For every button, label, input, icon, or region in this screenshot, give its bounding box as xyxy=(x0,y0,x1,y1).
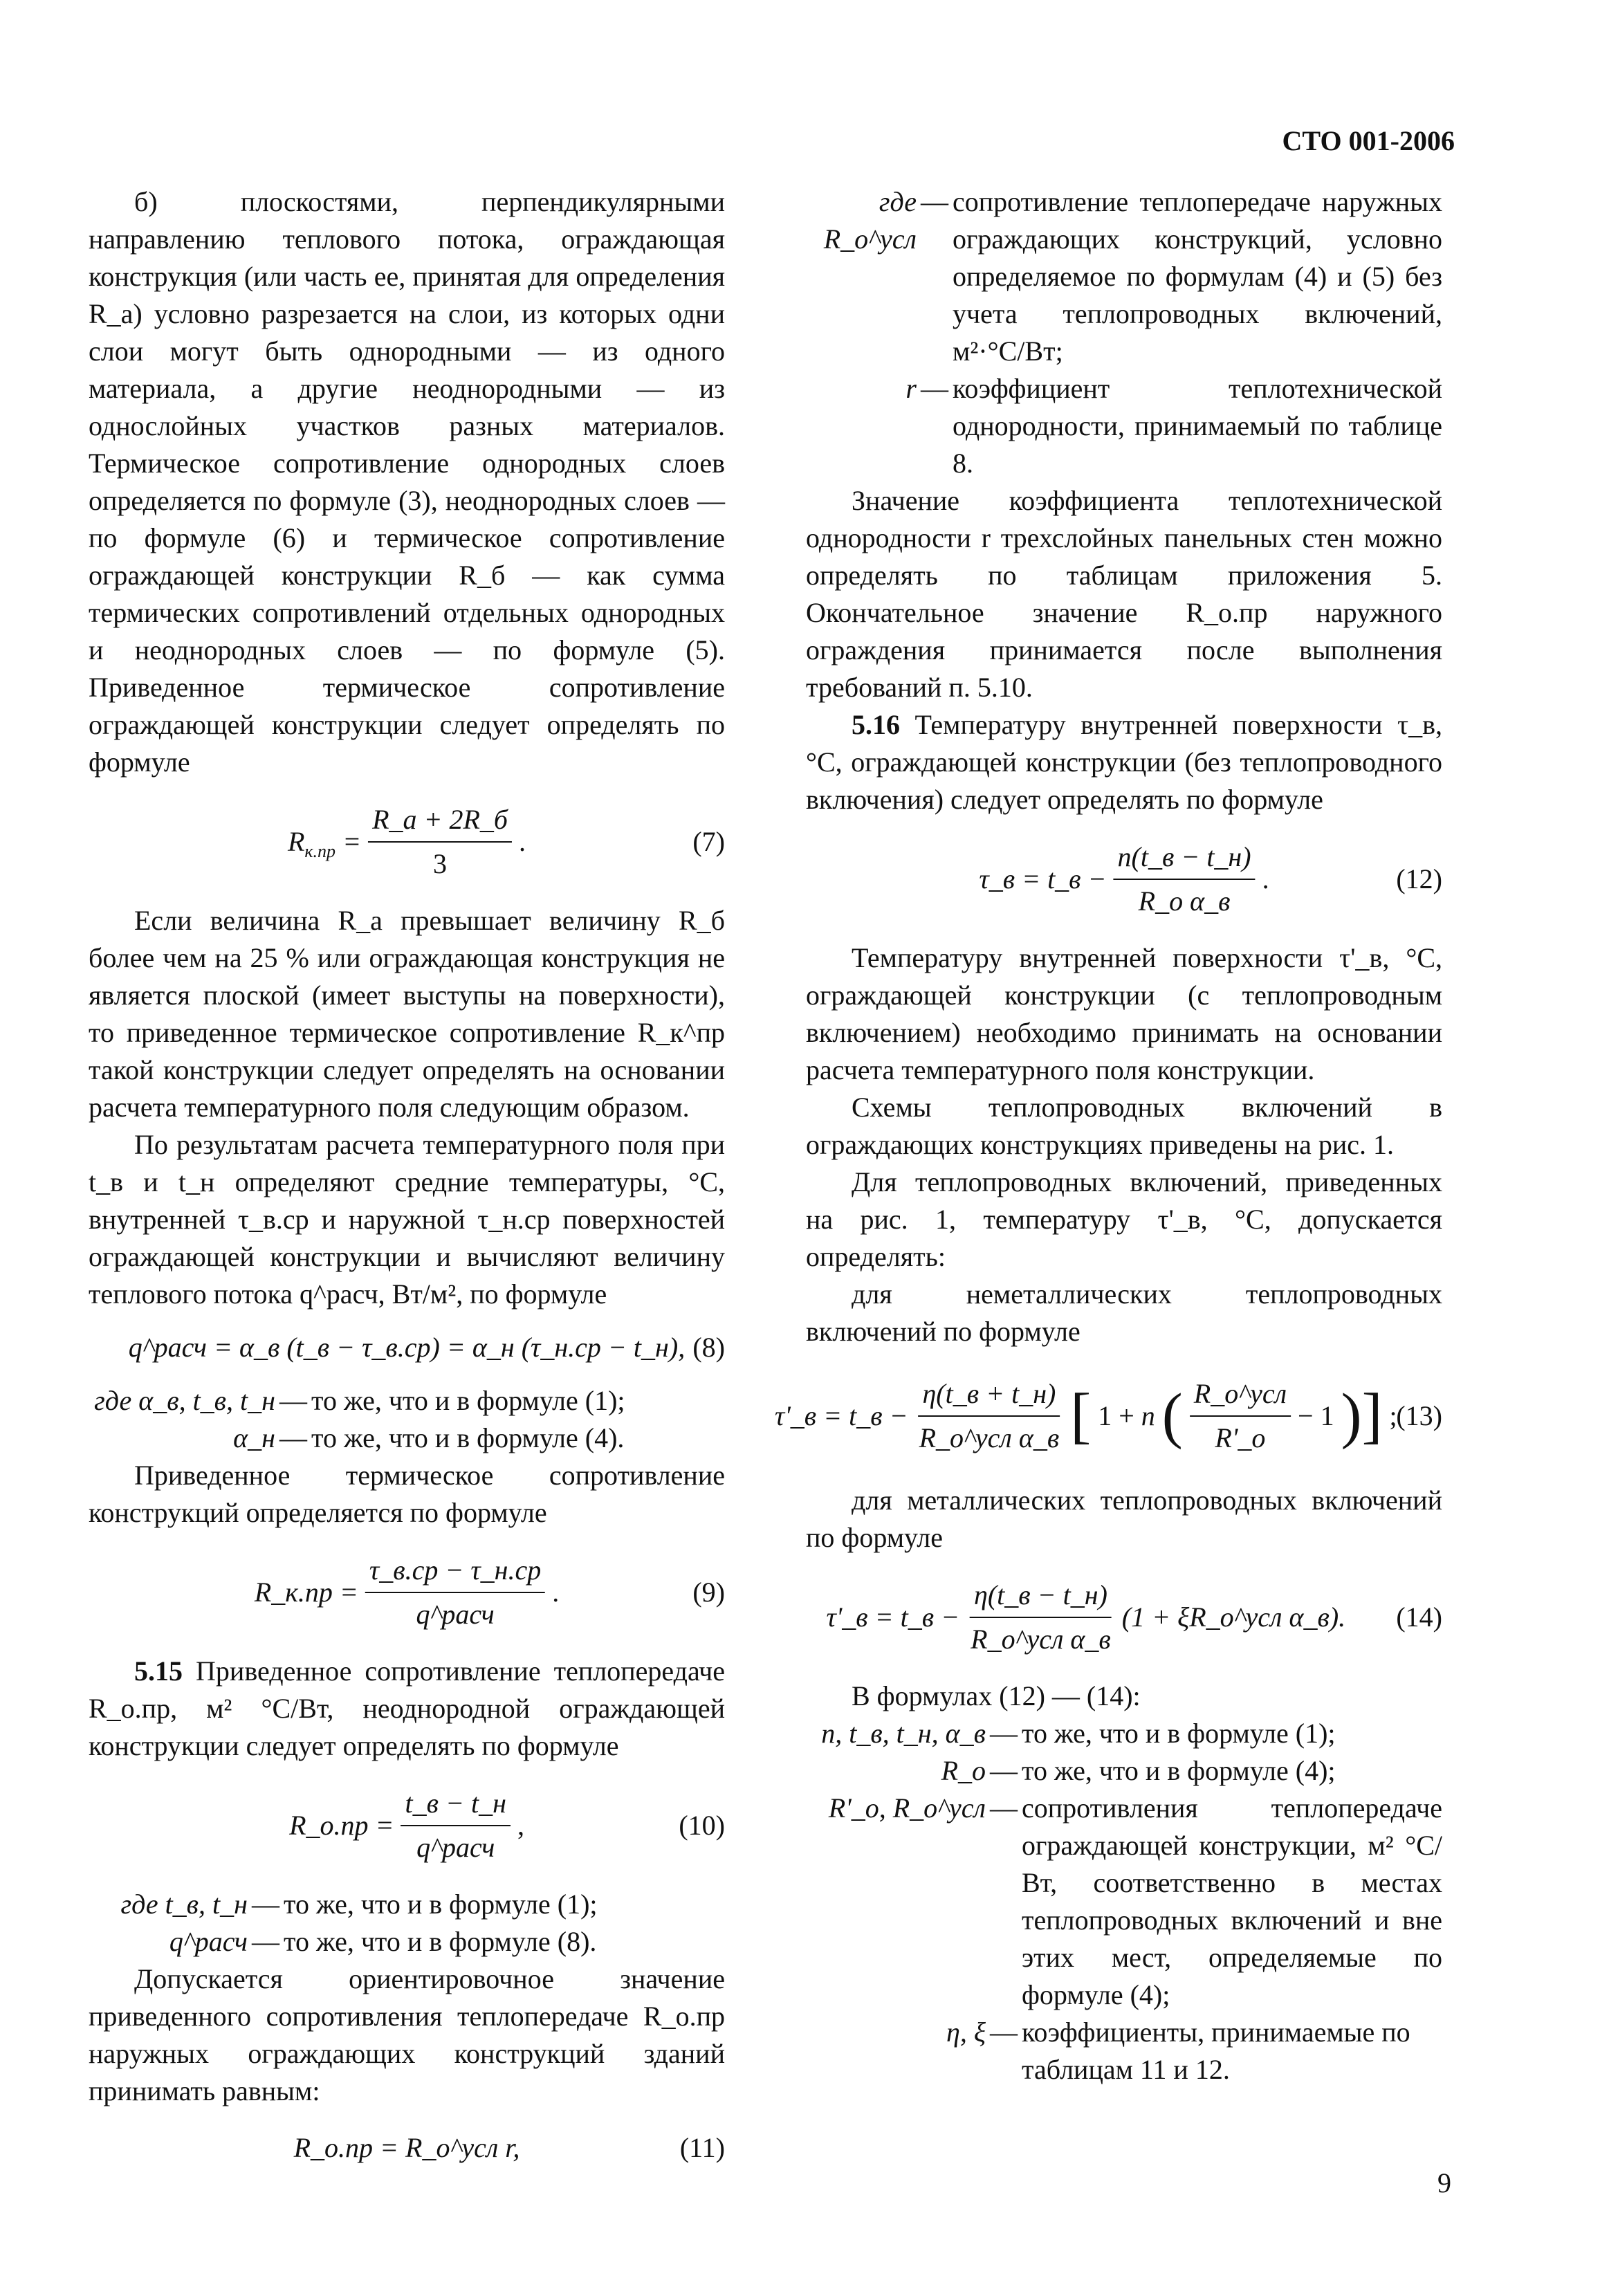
formula-11-expression: R_о.пр = R_о^усл r, xyxy=(293,2132,520,2163)
formula-10-numerator: t_в − t_н xyxy=(401,1785,511,1826)
legend-text: коэффициент теплотехнической однородности, принимаемый по таблице 8. xyxy=(953,373,1442,479)
paragraph-in-formulas: В формулах (12) — (14): xyxy=(852,1680,1141,1711)
legend-formula-11: где R_о^усл — сопротивление теплопередаче наружных ограждающих конструкций, условно определяемое по формулам (4) и (5) без учета теплопроводных включений, м²·°С/Вт; r — коэффициент теплотехнической однородности, принимаемый по таблице 8. xyxy=(806,183,1442,482)
formula-10-number: (10) xyxy=(679,1809,725,1841)
legend-text: то же, что и в формуле (1); xyxy=(1022,1718,1336,1749)
formula-13-number: (13) xyxy=(1396,1400,1442,1431)
paragraph-approximate-value: Допускается ориентировочное значение приведенного сопротивления теплопередаче R_о.пр наружных ограждающих конструкций зданий принимать равным: xyxy=(89,1963,725,2106)
formula-10-denominator: q^расч xyxy=(416,1831,495,1863)
paragraph-metallic: для металлических теплопроводных включений по формуле xyxy=(806,1485,1442,1553)
section-number-5-16: 5.16 xyxy=(852,709,900,740)
legend-formulas-12-14: n, t_в, t_н, α_в — то же, что и в формуле (1); R_о — то же, что и в формуле (4); R'_о, R_о^усл — сопротивления теплопередаче ограждающей конструкции, м² °С/Вт, соответственно в местах теплопроводных включений и вне этих мест, определяемые по формуле (4); η, ξ — коэффициенты, принимаемые по таблицам 11 и 12. xyxy=(806,1715,1442,2088)
formula-10-lhs: R_о.пр = xyxy=(289,1809,394,1841)
paragraph-inner-surface-with-inclusion: Температуру внутренней поверхности τ'_в, °С, ограждающей конструкции (с теплопроводным включением) необходимо принимать на основании расчета температурного поля конструкции. xyxy=(806,942,1442,1085)
legend-symbol: где R_о^усл xyxy=(823,186,917,255)
paragraph-b-planes: б) плоскостями, перпендикулярными направлению теплового потока, ограждающая конструкция (или часть ее, принятая для определения R_а) условно разрезается на слои, из которых одни слои могут быть однородными — из одного материала, а другие неоднородными — из однослойных участков разных материалов. Термическое сопротивление однородных слоев определяется по формуле (3), неоднородных слоев — по формуле (6) и термическое сопротивление ограждающей конструкции R_б — как сумма термических сопротивлений отдельных однородных и неоднородных слоев — по формуле (5). Приведенное термическое сопротивление ограждающей конструкции следует определять по формуле xyxy=(89,186,725,778)
formula-8-number: (8) xyxy=(692,1332,725,1363)
formula-13-denominator: R_о^усл α_в xyxy=(919,1422,1060,1453)
legend-symbol: q^расч xyxy=(169,1926,248,1957)
formula-8 xyxy=(89,1313,725,1382)
formula-10: R_о.пр = $\frac{t\_в - t\_н}{\text{q\textasciicircum{}расч}}$ , (10) xyxy=(89,1765,725,1886)
formula-13-lhs: τ'_в = t_в − xyxy=(774,1400,908,1431)
legend-symbol: R'_о, R_о^усл xyxy=(828,1792,986,1824)
formula-7: $R_{к.пр}$ = $\frac{R\_а + 2R\_б}{3}$ . (7) xyxy=(89,781,725,902)
paragraph-schemes: Схемы теплопроводных включений в ограждающих конструкциях приведены на рис. 1. xyxy=(806,1092,1442,1160)
formula-13: τ'_в = t_в − $\frac{\eta(t\_в + t\_н)}{\text{R\_о\textasciicircum{}усл α\_в}}$ [ 1 + n ( $\frac{\text{R\_о\textasciicircum{}усл}}{R'\_о}$ − 1 )] ; (13) xyxy=(806,1350,1442,1482)
paragraph-5-16: 5.16 Температуру внутренней поверхности τ_в, °С, ограждающей конструкции (без теплопроводного включения) следует определять по формуле xyxy=(806,709,1442,815)
paragraph-uniformity-coefficient: Значение коэффициента теплотехнической однородности r трехслойных панельных стен можно определять по таблицам приложения 5. Окончательное значение R_о.пр наружного ограждения принимается после выполнения требований п. 5.10. xyxy=(806,485,1442,703)
formula-13-inner-numerator: R_о^усл xyxy=(1190,1375,1291,1417)
formula-8-expression: q^расч = α_в (t_в − τ_в.ср) = α_н (τ_н.ср − t_н), xyxy=(128,1332,686,1363)
document-code-header: СТО 001-2006 xyxy=(1282,125,1455,156)
paragraph-reduced-resistance: Приведенное термическое сопротивление конструкций определяется по формуле xyxy=(89,1460,725,1528)
formula-7-denominator: 3 xyxy=(433,847,448,879)
legend-text: то же, что и в формуле (4). xyxy=(311,1422,625,1453)
paragraph-inclusions-rule: Для теплопроводных включений, приведенных на рис. 1, температуру τ'_в, °С, допускается определять: xyxy=(806,1166,1442,1272)
formula-7-number: (7) xyxy=(692,825,725,857)
formula-12: τ_в = t_в − $\frac{n(t\_в - t\_н)}{\text{R\_о α\_в}}$ . (12) xyxy=(806,818,1442,939)
formula-13-numerator: η(t_в + t_н) xyxy=(918,1375,1060,1417)
legend-text: то же, что и в формуле (1); xyxy=(284,1889,598,1920)
left-column xyxy=(89,183,725,2186)
legend-text: то же, что и в формуле (1); xyxy=(311,1385,625,1416)
formula-9-number: (9) xyxy=(692,1576,725,1608)
formula-12-number: (12) xyxy=(1396,863,1442,894)
legend-symbol: где t_в, t_н xyxy=(120,1889,248,1920)
formula-7-lhs: $R_{к.пр}$ = xyxy=(287,825,362,861)
formula-14 xyxy=(806,1556,1442,1678)
formula-14-denominator: R_о^усл α_в xyxy=(971,1623,1111,1655)
legend-symbol: r xyxy=(905,373,917,404)
formula-14-number: (14) xyxy=(1396,1601,1442,1633)
paragraph-if-value-exceeds: Если величина R_а превышает величину R_б более чем на 25 % или ограждающая конструкция не является плоской (имеет выступы на поверхности), то приведенное термическое сопротивление R_к^пр такой конструкции следует определять на основании расчета температурного поля следующим образом. xyxy=(89,905,725,1123)
right-column xyxy=(774,183,1442,2088)
formula-12-numerator: n(t_в − t_н) xyxy=(1114,838,1256,880)
legend-symbol: где α_в, t_в, t_н xyxy=(94,1385,275,1416)
legend-symbol: η, ξ xyxy=(946,2017,986,2048)
formula-14-numerator: η(t_в − t_н) xyxy=(970,1577,1112,1618)
paragraph-nonmetallic: для неметаллических теплопроводных включений по формуле xyxy=(806,1278,1442,1347)
formula-12-lhs: τ_в = t_в − xyxy=(979,863,1107,894)
legend-text: сопротивление теплопередаче наружных ограждающих конструкций, условно определяемое по формулам (4) и (5) без учета теплопроводных включений, м²·°С/Вт; xyxy=(953,186,1442,367)
legend-text: сопротивления теплопередаче ограждающей конструкции, м² °С/Вт, соответственно в местах теплопроводных включений и вне этих мест, определяемые по формуле (4); xyxy=(1022,1792,1442,2010)
formula-9-lhs: R_к.пр = xyxy=(254,1576,358,1608)
legend-symbol: α_н xyxy=(233,1422,275,1453)
legend-text: то же, что и в формуле (4); xyxy=(1022,1755,1336,1786)
section-number-5-15: 5.15 xyxy=(134,1655,183,1687)
page-number: 9 xyxy=(1437,2167,1451,2198)
legend-symbol: n, t_в, t_н, α_в xyxy=(821,1718,986,1749)
paragraph-5-15: 5.15 Приведенное сопротивление теплопередаче R_о.пр, м² °С/Вт, неоднородной ограждающей конструкции следует определять по формуле xyxy=(89,1655,725,1761)
formula-9-numerator: τ_в.ср − τ_н.ср xyxy=(365,1552,545,1593)
formula-7-numerator: R_а + 2R_б xyxy=(368,801,512,843)
legend-text: то же, что и в формуле (8). xyxy=(284,1926,597,1957)
formula-9-denominator: q^расч xyxy=(416,1598,495,1630)
formula-11-number: (11) xyxy=(679,2132,725,2163)
formula-9: R_к.пр = $\frac{\tau\_в.ср - \tau\_н.ср}{\text{q\textasciicircum{}расч}}$ . (9) xyxy=(89,1532,725,1653)
formula-12-denominator: R_о α_в xyxy=(1138,885,1231,917)
formula-11 xyxy=(89,2110,725,2186)
formula-14-lhs: τ'_в = t_в − xyxy=(826,1601,960,1633)
paragraph-temperature-field-results: По результатам расчета температурного поля при t_в и t_н определяют средние температуры, °С, внутренней τ_в.ср и наружной τ_н.ср поверхностей ограждающей конструкции и вычисляют величину теплового потока q^расч, Вт/м², по формуле xyxy=(89,1129,725,1310)
legend-text: коэффициенты, принимаемые по таблицам 11 и 12. xyxy=(1022,2017,1410,2085)
legend-formula-8: где α_в, t_в, t_н — то же, что и в формуле (1); α_н — то же, что и в формуле (4). xyxy=(89,1382,725,1457)
legend-symbol: R_о xyxy=(941,1755,986,1786)
formula-13-inner-denominator: R'_о xyxy=(1215,1422,1266,1453)
legend-formula-10: где t_в, t_н — то же, что и в формуле (1); q^расч — то же, что и в формуле (8). xyxy=(89,1886,725,1960)
formula-14-factor: (1 + ξR_о^усл α_в). xyxy=(1121,1601,1346,1633)
